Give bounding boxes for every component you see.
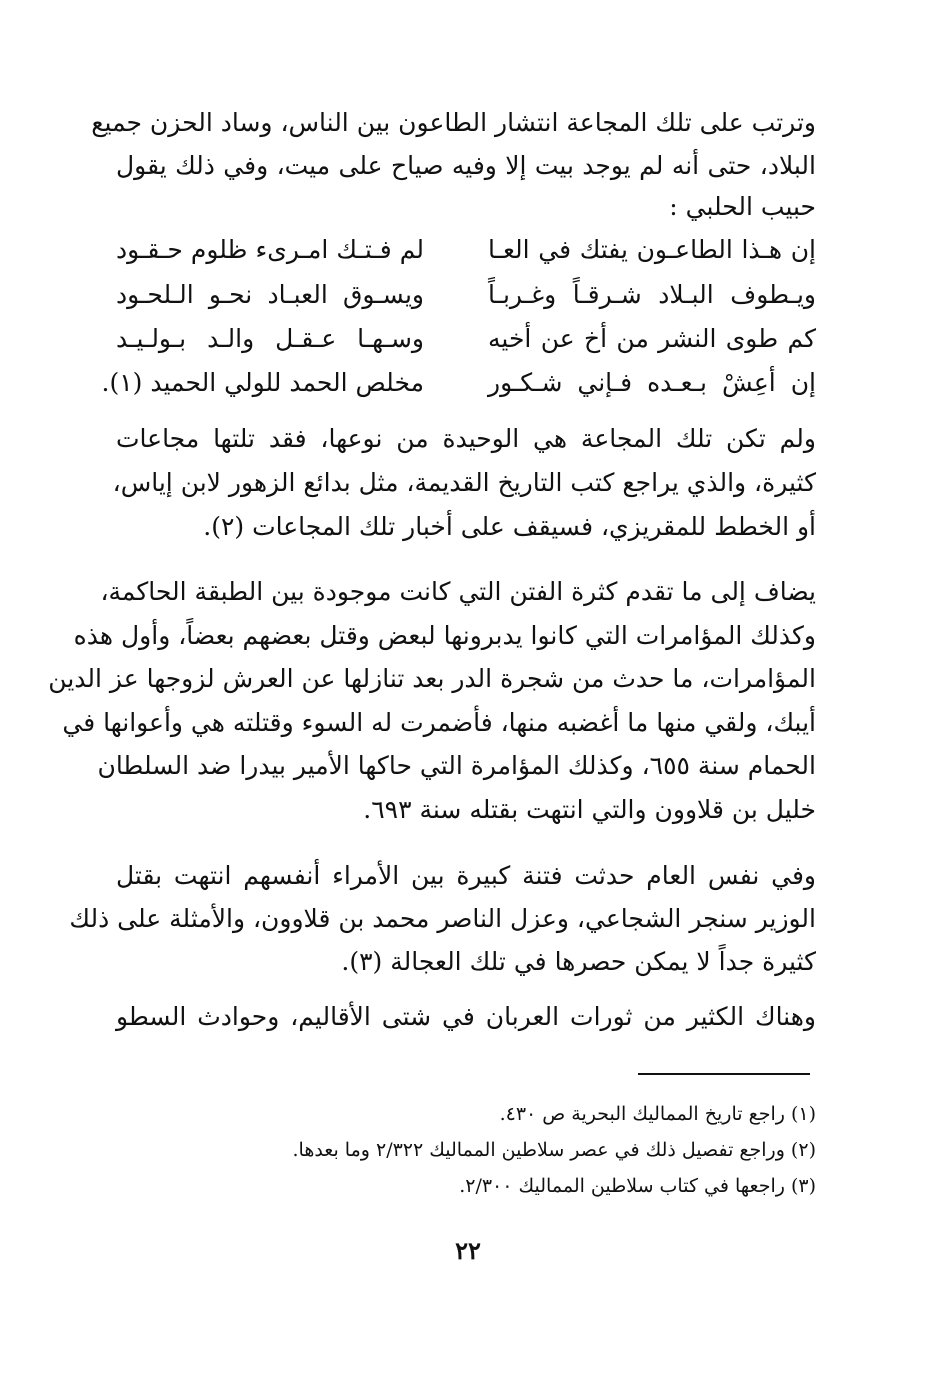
poem-verse-4-first-hemistich: إن أعِشْ بـعـده فـإني شـكـور (488, 368, 816, 397)
paragraph-4-line-1: وفي نفس العام حدثت فتنة كبيرة بين الأمراء أنفسهم انتهت بقتل (116, 861, 816, 890)
poem-verse-3-first-hemistich: كم طوى النشر من أخ عن أخيه (488, 324, 816, 353)
paragraph-3-line-1: يضاف إلى ما تقدم كثرة الفتن التي كانت موجودة بين الطبقة الحاكمة، (100, 577, 816, 606)
paragraph-3-line-4: أيبك، ولقي منها ما أغضبه منها، فأضمرت له السوء وقتلته هي وأعوانها في (62, 708, 816, 737)
poem-verse-1-first-hemistich: إن هـذا الطاعـون يفتك في العـا (488, 235, 816, 264)
paragraph-4-line-2: الوزير سنجر الشجاعي، وعزل الناصر محمد بن قلاوون، والأمثلة على ذلك (69, 904, 816, 933)
footnote-3: (٣) راجعها في كتاب سلاطين المماليك ٢/٣٠٠. (459, 1175, 816, 1197)
paragraph-2-line-3: أو الخطط للمقريزي، فسيقف على أخبار تلك المجاعات (٢). (203, 512, 816, 541)
footnote-divider (638, 1073, 810, 1075)
poem-verse-4-second-hemistich: مخلص الحمد للولي الحميد (١). (101, 368, 424, 397)
poem-verse-2-second-hemistich: ويسـوق العبـاد نحـو الـلحـود (116, 280, 424, 309)
paragraph-2-line-1: ولم تكن تلك المجاعة هي الوحيدة من نوعها، فقد تلتها مجاعات (116, 424, 816, 453)
paragraph-1-line-1: وترتب على تلك المجاعة انتشار الطاعون بين الناس، وساد الحزن جميع (91, 108, 816, 137)
poem-verse-2-first-hemistich: ويـطوف البـلاد شـرقـاً وغـربـاً (488, 280, 816, 309)
footnote-1: (١) راجع تاريخ المماليك البحرية ص ٤٣٠. (499, 1103, 816, 1125)
paragraph-3-line-5: الحمام سنة ٦٥٥، وكذلك المؤامرة التي حاكها الأمير بيدرا ضد السلطان (97, 751, 816, 780)
paragraph-3-line-3: المؤامرات، ما حدث من شجرة الدر بعد تنازلها عن العرش لزوجها عز الدين (48, 664, 816, 693)
poem-verse-3-second-hemistich: وسـهـا عـقـل والـد بـولـيـد (116, 324, 424, 353)
paragraph-3-line-2: وكذلك المؤامرات التي كانوا يدبرونها لبعض وقتل بعضهم بعضاً، وأول هذه (73, 621, 816, 650)
paragraph-2-line-2: كثيرة، والذي يراجع كتب التاريخ القديمة، مثل بدائع الزهور لابن إياس، (112, 468, 816, 497)
paragraph-1-line-3: حبيب الحلبي : (669, 192, 816, 221)
page-number: ٢٢ (455, 1236, 481, 1265)
footnote-2: (٢) وراجع تفصيل ذلك في عصر سلاطين المماليك ٢/٣٢٢ وما بعدها. (292, 1139, 816, 1161)
paragraph-3-line-6: خليل بن قلاوون والتي انتهت بقتله سنة ٦٩٣. (363, 795, 816, 824)
paragraph-1-line-2: البلاد، حتى أنه لم يوجد بيت إلا وفيه صياح على ميت، وفي ذلك يقول (116, 151, 816, 180)
paragraph-4-line-3: كثيرة جداً لا يمكن حصرها في تلك العجالة (٣). (341, 947, 816, 976)
poem-verse-1-second-hemistich: لم فـتـك امـرىء ظلوم حـقـود (116, 235, 424, 264)
paragraph-5-line-1: وهناك الكثير من ثورات العربان في شتى الأقاليم، وحوادث السطو (116, 1002, 816, 1031)
